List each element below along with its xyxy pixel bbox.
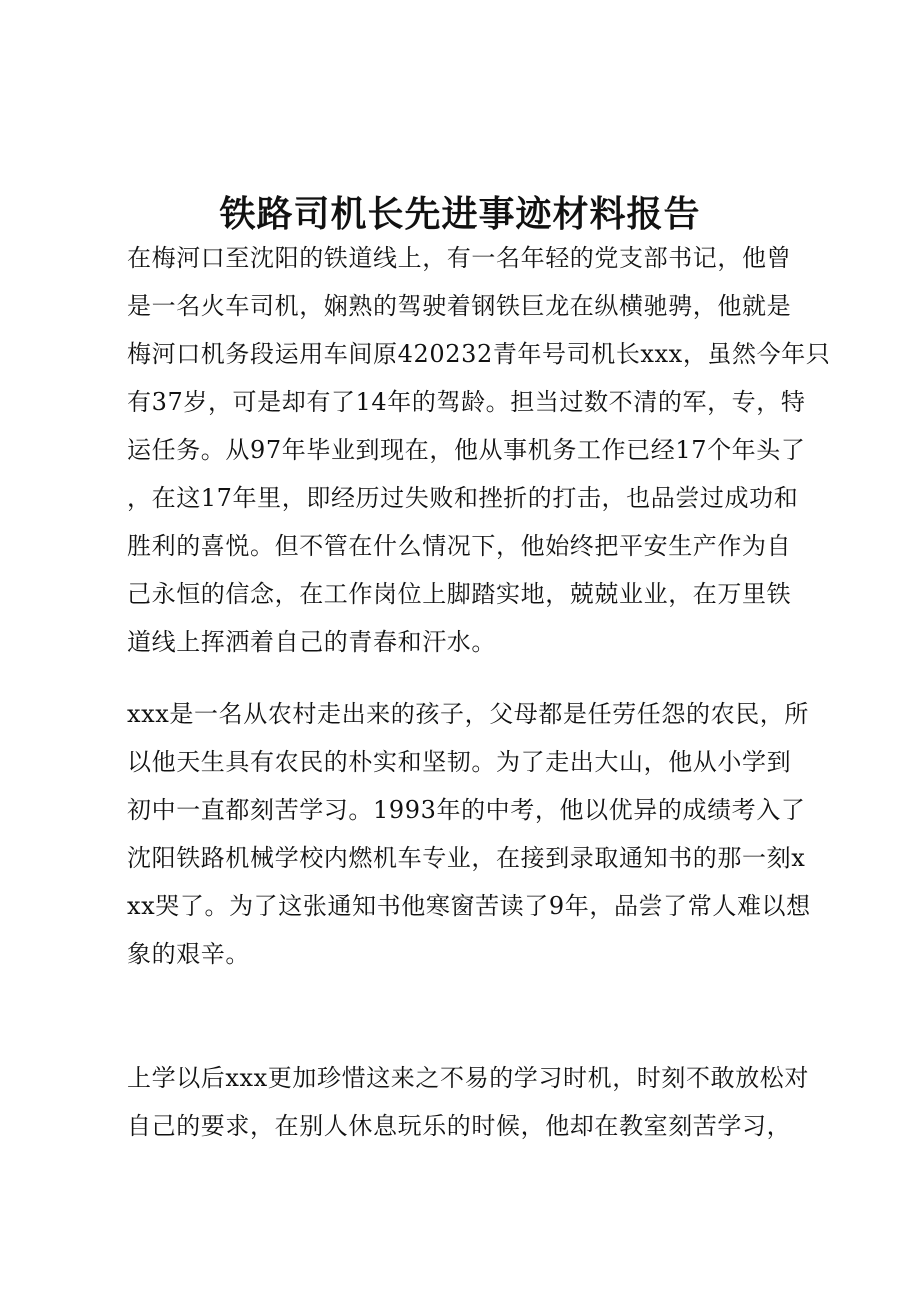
text-line: 象的艰辛。 [127,940,250,968]
paragraph-3 [127,1054,810,1150]
document-title: 铁路司机长先进事迹材料报告 [219,193,701,236]
text-line: 是一名火车司机，娴熟的驾驶着钢铁巨龙在纵横驰骋，他就是 [127,292,792,320]
text-line: 道线上挥洒着自己的青春和汗水。 [127,628,496,656]
text-line: xxx是一名从农村走出来的孩子，父母都是任劳任怨的农民，所 [127,700,810,728]
text-line: 初中一直都刻苦学习。1993年的中考，他以优异的成绩考入了 [127,796,806,824]
text-line: 沈阳铁路机械学校内燃机车专业，在接到录取通知书的那一刻x [127,844,806,872]
text-line: 上学以后xxx更加珍惜这来之不易的学习时机，时刻不敢放松对 [127,1064,810,1092]
paragraph-2 [127,690,811,978]
text-line: xx哭了。为了这张通知书他寒窗苦读了9年，品尝了常人难以想 [127,892,811,920]
text-line: ，在这17年里，即经历过失败和挫折的打击，也品尝过成功和 [127,484,799,512]
text-line: 以他天生具有农民的朴实和坚韧。为了走出大山，他从小学到 [127,748,792,776]
text-line: 梅河口机务段运用车间原420232青年号司机长xxx，虽然今年只 [127,340,831,368]
text-line: 胜利的喜悦。但不管在什么情况下，他始终把平安生产作为自 [127,532,792,560]
text-line: 己永恒的信念，在工作岗位上脚踏实地，兢兢业业，在万里铁 [127,580,792,608]
text-line: 有37岁，可是却有了14年的驾龄。担当过数不清的军，专，特 [127,388,806,416]
text-line: 运任务。从97年毕业到现在，他从事机务工作已经17个年头了 [127,436,806,464]
paragraph-1 [127,234,831,666]
text-line: 自己的要求，在别人休息玩乐的时候，他却在教室刻苦学习， [127,1112,792,1140]
text-line: 在梅河口至沈阳的铁道线上，有一名年轻的党支部书记，他曾 [127,244,792,272]
